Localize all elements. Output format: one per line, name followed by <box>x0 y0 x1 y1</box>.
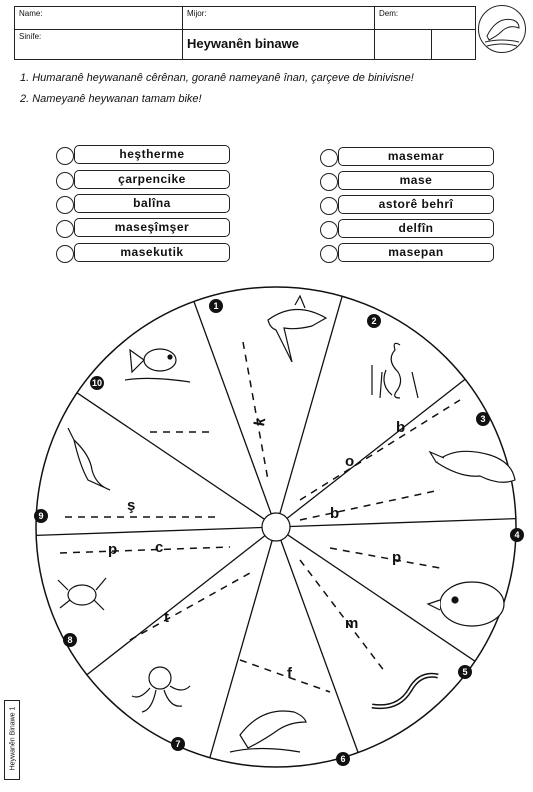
segment-number: 2 <box>371 316 377 326</box>
date-label: Dem: <box>379 9 399 18</box>
wheel-hub <box>262 513 290 541</box>
answer-line <box>300 560 385 672</box>
wheel-spoke <box>77 393 264 519</box>
segment-number: 4 <box>514 530 520 540</box>
answer-line <box>240 660 330 692</box>
wheel-spoke <box>290 519 516 527</box>
instruction-1: 1. Humaranê heywananê cêrênan, goranê nameyanê înan, çarçeve de binivisne! <box>20 72 414 84</box>
word-box: masekutik <box>74 243 230 262</box>
goldfish-icon <box>125 349 190 382</box>
hint-letter: k <box>251 416 270 428</box>
hint-letter: b <box>330 505 340 522</box>
wheel-spoke <box>287 379 465 518</box>
segment-number: 3 <box>480 414 486 424</box>
answer-line <box>330 548 440 568</box>
hint-letter: m <box>345 615 359 632</box>
segment-number: 6 <box>340 754 346 764</box>
side-label: Heywanên Binawe 1 <box>9 706 17 771</box>
flatfish-icon <box>428 582 504 626</box>
hint-letter: ş <box>127 497 136 514</box>
hint-letter: p <box>392 549 402 566</box>
word-box: masemar <box>338 147 494 166</box>
word-box: astorê behrî <box>338 195 494 214</box>
class-label: Sinife: <box>19 32 42 41</box>
word-box: masepan <box>338 243 494 262</box>
shark-icon <box>268 296 326 362</box>
dolphin-icon <box>230 711 306 752</box>
segment-number: 9 <box>38 511 44 521</box>
eel-icon <box>372 675 438 706</box>
hint-letter: f <box>287 665 292 682</box>
segment-number: 8 <box>67 635 73 645</box>
crab-icon <box>58 578 106 610</box>
segment-number: 1 <box>213 301 219 311</box>
word-box: balîna <box>74 194 230 213</box>
instruction-2: 2. Nameyanê heywanan tamam bike! <box>20 93 202 105</box>
hint-letter: o <box>345 453 355 470</box>
answer-line <box>300 400 460 500</box>
whale-icon <box>430 451 515 482</box>
octopus-icon <box>132 667 190 712</box>
seahorse-icon <box>372 343 418 398</box>
hint-letter: b <box>396 419 406 436</box>
word-box: maseşîmşer <box>74 218 230 237</box>
hint-letter: c <box>155 539 164 556</box>
answer-line <box>243 342 268 480</box>
segment-number: 7 <box>175 739 181 749</box>
hint-letter: p <box>108 541 118 558</box>
word-box: mase <box>338 171 494 190</box>
wheel-spoke <box>36 527 262 535</box>
name-label: Name: <box>19 9 43 18</box>
answer-line <box>130 573 250 640</box>
word-box: delfîn <box>338 219 494 238</box>
wheel-spoke <box>194 301 271 513</box>
hint-letter: t <box>164 609 169 626</box>
worksheet-title: Heywanên binawe <box>183 30 375 60</box>
answer-line <box>60 547 230 553</box>
teacher-label: Mijor: <box>187 9 207 18</box>
side-label-box <box>4 700 20 780</box>
swordfish-icon <box>68 428 110 490</box>
segment-number: 5 <box>462 667 468 677</box>
word-box: çarpencike <box>74 170 230 189</box>
word-box: heştherme <box>74 145 230 164</box>
answer-line <box>300 490 440 520</box>
segment-number: 10 <box>91 378 103 388</box>
